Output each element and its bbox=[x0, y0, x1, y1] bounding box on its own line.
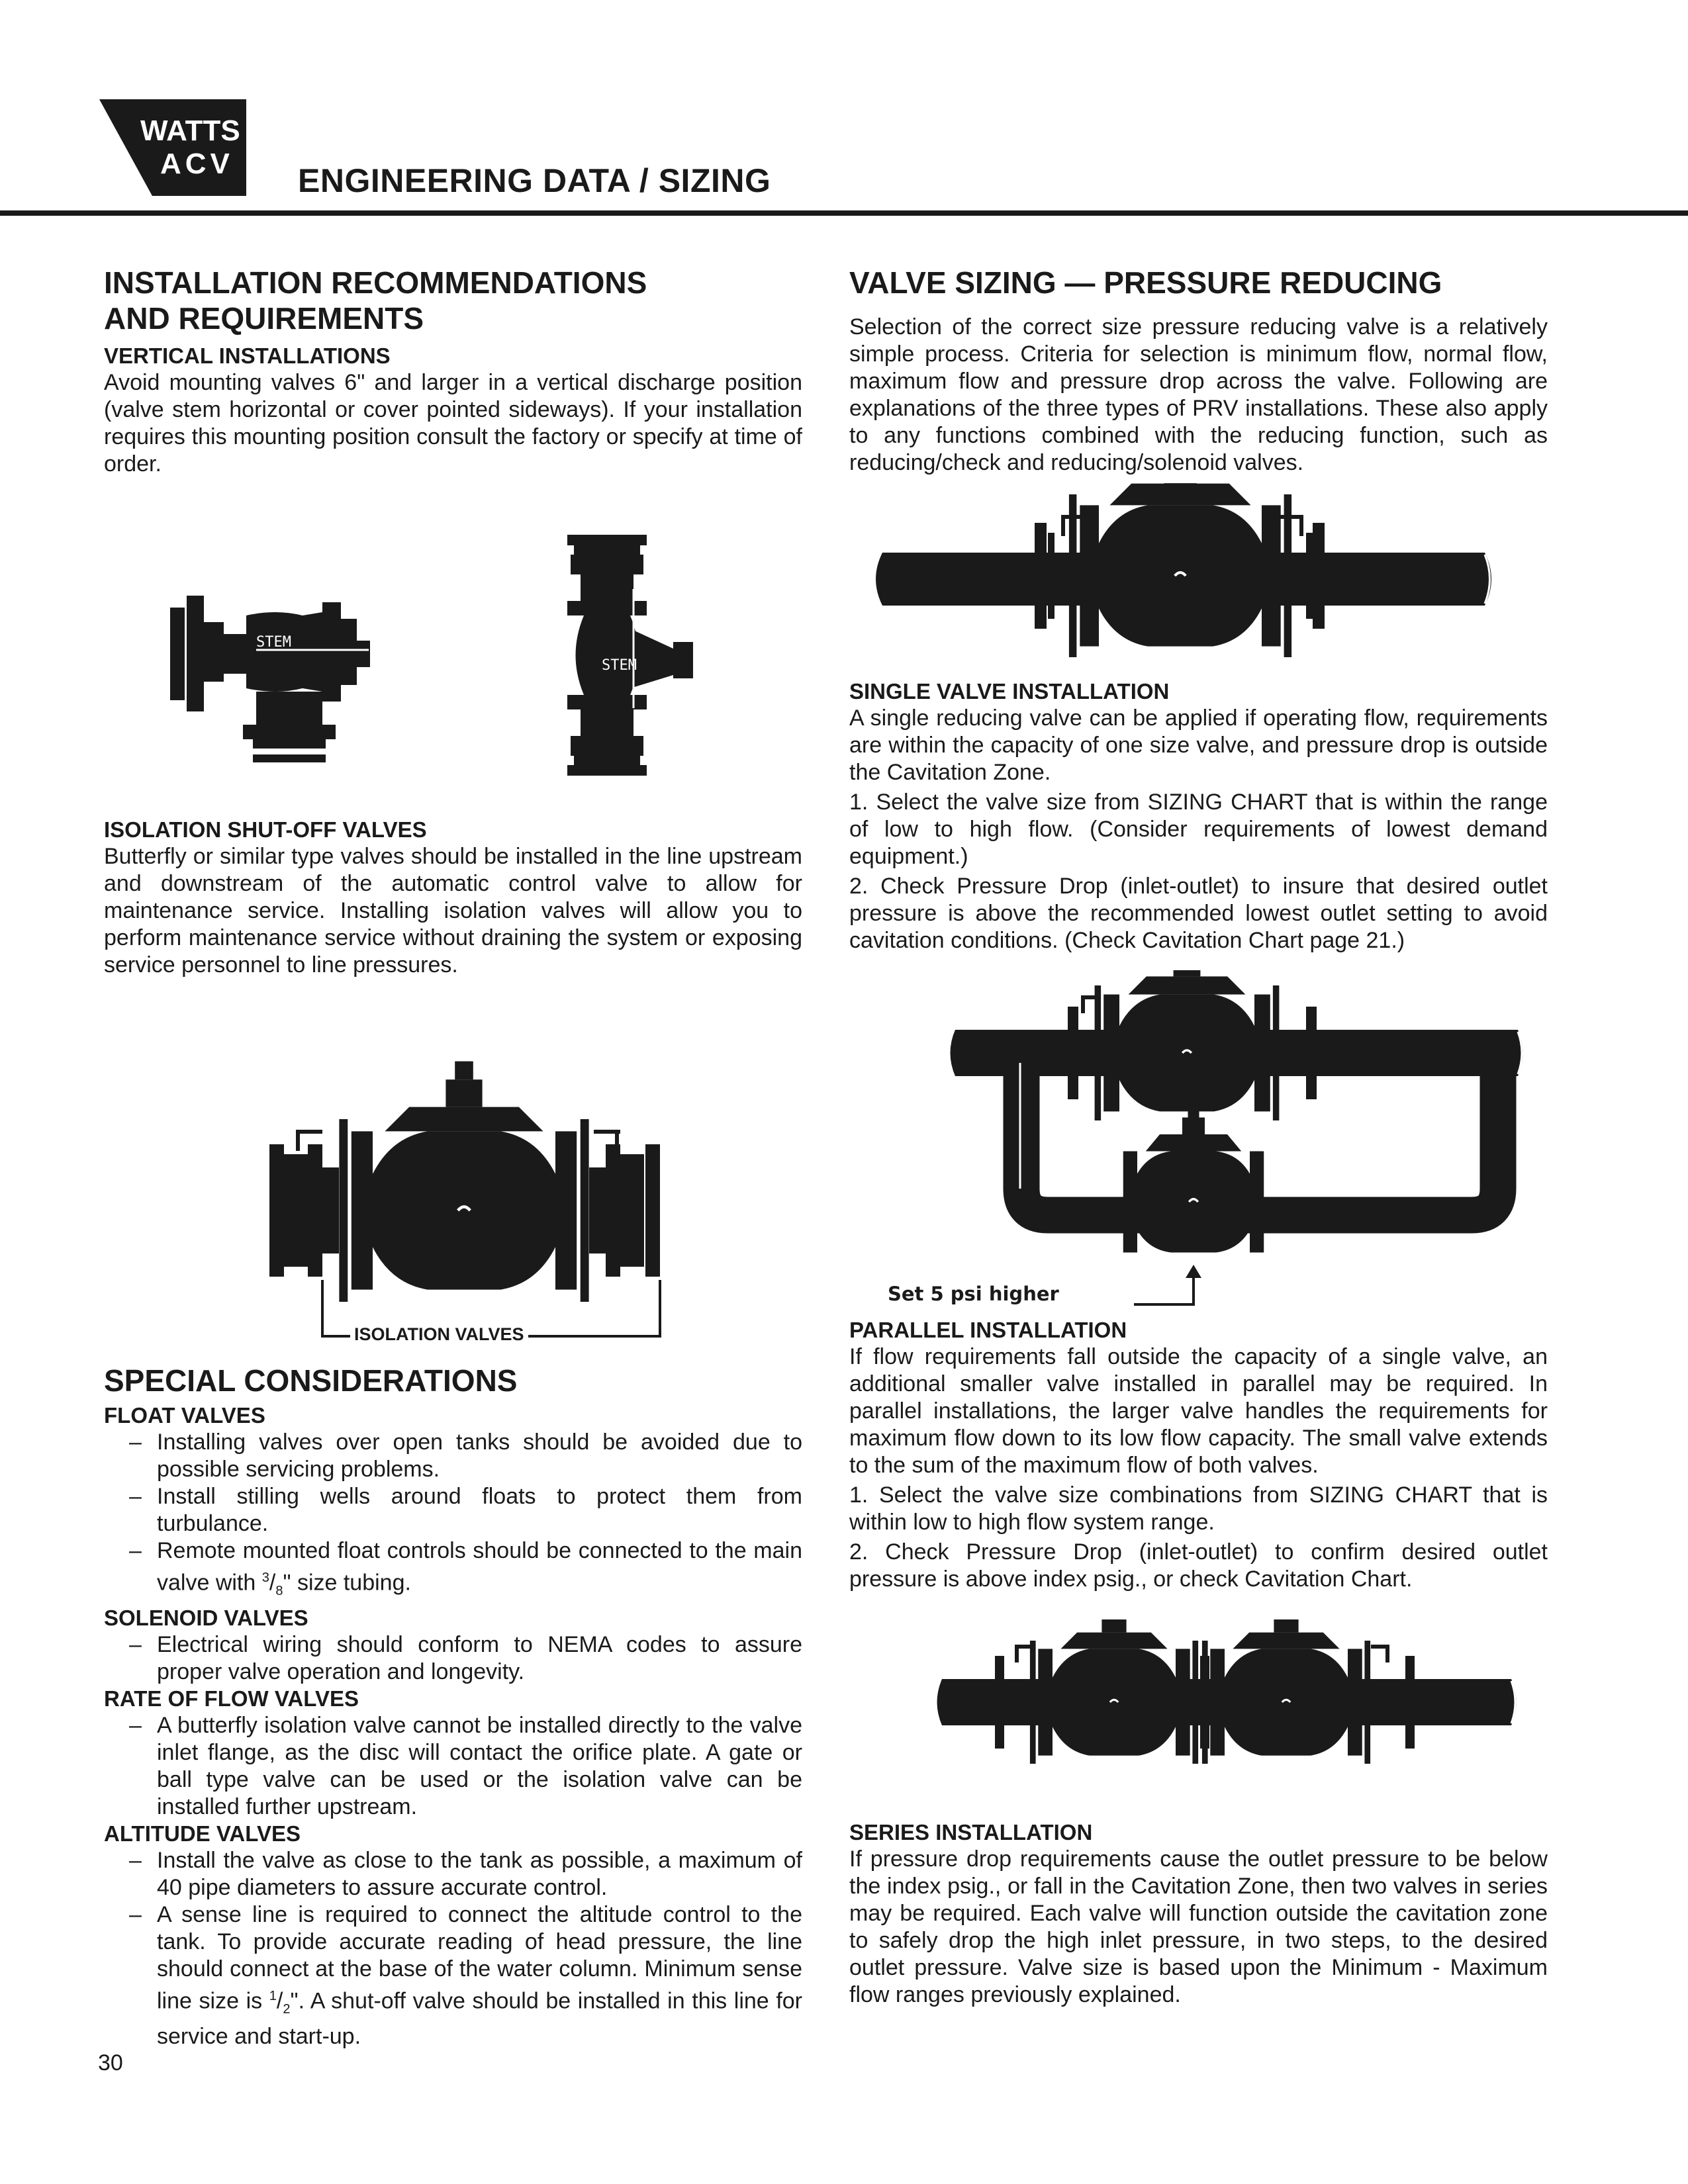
solenoid-valves-list bbox=[104, 1631, 802, 1686]
watts-acv-logo bbox=[99, 99, 246, 196]
fraction-denominator: 8 bbox=[275, 1584, 283, 1599]
altitude-item-1: – Install the valve as close to the tank as possible, a maximum of 40 pipe diameters to assure accurate control. bbox=[104, 1847, 802, 1901]
series-valve-figure bbox=[849, 1619, 1548, 1811]
header-rule bbox=[0, 210, 1688, 216]
series-body: If pressure drop requirements cause the outlet pressure to be below the index psig., or fall in the Cavitation Zone, then two valves in series may be required. Each valve will function outside the cavitation zone to safely drop the high inlet pressure, in two steps, to the desired outlet pressure. Valve size is based upon the Minimum - Maximum flow ranges previously explained. bbox=[849, 1846, 1548, 2007]
altitude-valves-heading: ALTITUDE VALVES bbox=[104, 1821, 301, 1846]
vertical-valve-2 bbox=[567, 535, 693, 776]
right-column bbox=[849, 265, 1548, 2009]
float-item-2: – Install stilling wells around floats to protect them from turbulance. bbox=[104, 1483, 802, 1537]
altitude-item-2: – A sense line is required to connect the altitude control to the tank. To provide accurate reading of head pressure, the line should connect at the base of the water column. Minimum sense line size is $^1/_2$". A shut-off valve should be installed in this line for service and start-up. bbox=[104, 1901, 802, 2050]
parallel-heading: PARALLEL INSTALLATION bbox=[849, 1318, 1127, 1342]
rate-of-flow-heading: RATE OF FLOW VALVES bbox=[104, 1686, 359, 1711]
set-5-psi-label: Set 5 psi higher bbox=[888, 1283, 1059, 1305]
logo-line-2: ACV bbox=[160, 148, 234, 180]
install-heading-line-2: AND REQUIREMENTS bbox=[104, 301, 424, 336]
stem-label-2: STEM bbox=[602, 657, 637, 674]
fraction-denominator: 2 bbox=[283, 2002, 291, 2017]
valve-sizing-heading: VALVE SIZING — PRESSURE REDUCING bbox=[849, 265, 1442, 300]
single-valve-heading: SINGLE VALVE INSTALLATION bbox=[849, 679, 1170, 704]
install-heading-line-1: INSTALLATION RECOMMENDATIONS bbox=[104, 265, 647, 300]
series-heading: SERIES INSTALLATION bbox=[849, 1820, 1093, 1844]
vertical-valve-1 bbox=[170, 596, 370, 762]
float-item-3: – Remote mounted float controls should be connected to the main valve with $^3/_8$" size tubing. bbox=[104, 1537, 802, 1605]
parallel-step-2: 2. Check Pressure Drop (inlet-outlet) to confirm desired outlet pressure is above index psig., or check Cavitation Chart. bbox=[849, 1539, 1548, 1592]
float-valves-heading: FLOAT VALVES bbox=[104, 1403, 265, 1428]
vertical-installations-heading: VERTICAL INSTALLATIONS bbox=[104, 343, 391, 368]
left-column bbox=[104, 265, 802, 2050]
valve-sizing-body: Selection of the correct size pressure reducing valve is a relatively simple process. Criteria for selection is minimum flow, normal flow, maximum flow and pressure drop across the valve. Following are explanations of the three types of PRV installations. These also apply to any functions combined with the reducing function, such as reducing/check and reducing/solenoid valves. bbox=[849, 314, 1548, 475]
float-item-1: – Installing valves over open tanks should be avoided due to possible servicing problems. bbox=[104, 1429, 802, 1483]
isolation-body: Butterfly or similar type valves should be installed in the line upstream and downstream of the automatic control valve to allow for maintenance service. Installing isolation valves will allow you to perform maintenance service without draining the system or exposing service personnel to line pressures. bbox=[104, 844, 802, 978]
page-number: 30 bbox=[98, 2050, 123, 2075]
parallel-step-1: 1. Select the valve size combinations from SIZING CHART that is within low to high flow system range. bbox=[849, 1482, 1548, 1535]
stem-label-1: STEM bbox=[256, 634, 291, 651]
parallel-valve-figure bbox=[849, 970, 1548, 1308]
single-valve-step-2: 2. Check Pressure Drop (inlet-outlet) to insure that desired outlet pressure is above the recommended lowest outlet setting to avoid cavitation conditions. (Check Cavitation Chart page 21.) bbox=[849, 874, 1548, 953]
single-valve-step-1: 1. Select the valve size from SIZING CHART that is within the range of low to high flow. (Consider requirements of lowest demand equipment.) bbox=[849, 790, 1548, 869]
altitude-valves-list bbox=[104, 1847, 802, 2050]
float-valves-list bbox=[104, 1429, 802, 1605]
single-valve-body: A single reducing valve can be applied if operating flow, requirements are within the capacity of one size valve, and pressure drop is outside the Cavitation Zone. bbox=[849, 705, 1548, 785]
fraction-numerator: 1 bbox=[269, 1989, 277, 2004]
rate-of-flow-list bbox=[104, 1712, 802, 1821]
fraction-numerator: 3 bbox=[261, 1570, 269, 1585]
solenoid-item-1: – Electrical wiring should conform to NEMA codes to assure proper valve operation and longevity. bbox=[104, 1631, 802, 1686]
solenoid-valves-heading: SOLENOID VALVES bbox=[104, 1606, 308, 1631]
vertical-installations-body: Avoid mounting valves 6" and larger in a vertical discharge position (valve stem horizontal or cover pointed sideways). If your installation requires this mounting position consult the factory or specify at time of order. bbox=[104, 370, 802, 477]
isolation-heading: ISOLATION SHUT-OFF VALVES bbox=[104, 817, 427, 842]
isolation-valves-figure bbox=[104, 1019, 802, 1349]
rate-item-1: – A butterfly isolation valve cannot be installed directly to the valve inlet flange, as the disc will contact the orifice plate. A gate or ball type valve can be used or the isolation valve can be installed further upstream. bbox=[104, 1712, 802, 1821]
single-valve-figure bbox=[849, 483, 1548, 672]
special-considerations-heading: SPECIAL CONSIDERATIONS bbox=[104, 1363, 518, 1398]
logo-line-1: WATTS bbox=[140, 114, 240, 147]
parallel-body: If flow requirements fall outside the capacity of a single valve, an additional smaller valve installed in parallel may be required. In parallel installations, the larger valve handles the requirements for maximum flow down to its low flow capacity. The small valve extends to the sum of the maximum flow of both valves. bbox=[849, 1344, 1548, 1478]
isolation-valves-label: ISOLATION VALVES bbox=[350, 1324, 528, 1345]
page-title: ENGINEERING DATA / SIZING bbox=[298, 162, 771, 199]
vertical-installation-figure bbox=[104, 496, 802, 807]
